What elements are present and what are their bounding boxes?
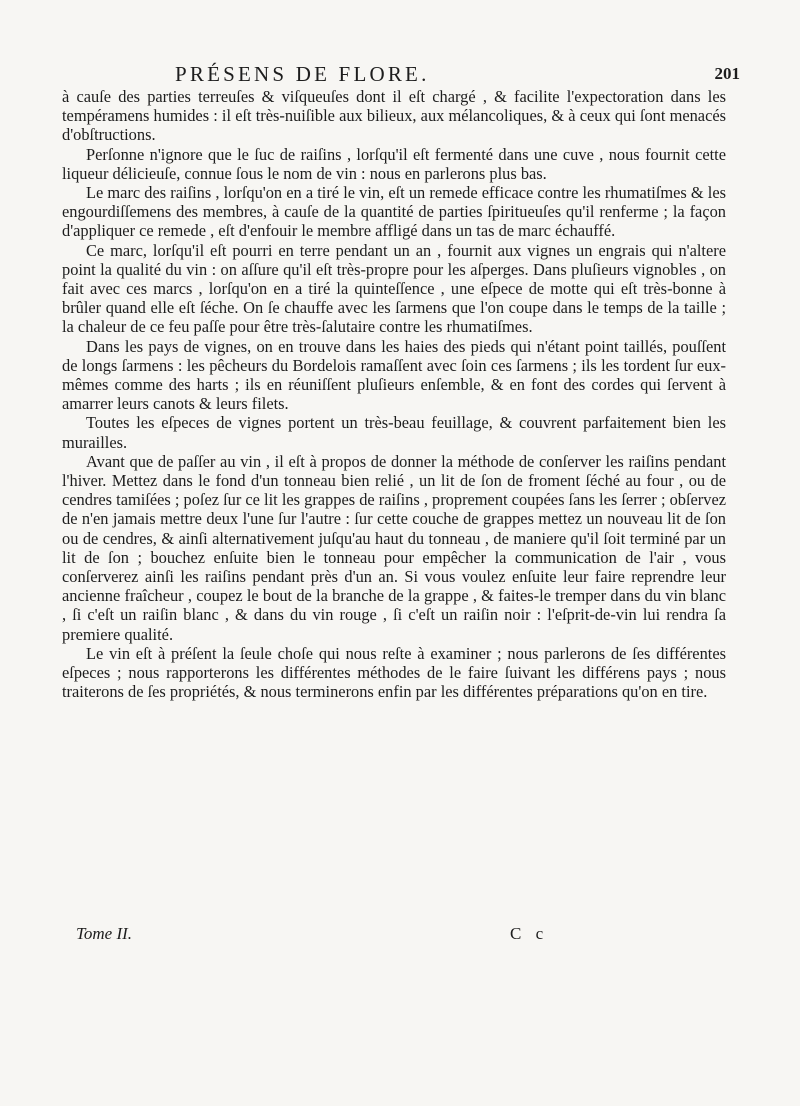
body-text xyxy=(62,87,726,702)
paragraph: Dans les pays de vignes, on en trouve dans les haies des pieds qui n'étant point taillés, pouſſent de longs ſarmens : les pêcheurs du Bordelois ramaſſent avec ſoin ces ſarmens ; ils les tordent ſur eux-mêmes comme des harts ; ils en réuniſſent pluſieurs enſemble, & en font des cordes qui ſervent à amarrer leurs canots & leurs filets. xyxy=(62,336,726,414)
paragraph: Le marc des raiſins , lorſqu'on en a tiré le vin, eſt un remede efficace contre les rhumatiſmes & les engourdiſſemens des membres, à cauſe de la quantité de parties ſpiritueuſes qu'il renferme ; la façon d'appliquer ce remede , eſt d'enfouir le membre affligé dans un tas de marc échauffé. xyxy=(62,183,726,241)
page-header xyxy=(60,62,750,88)
running-title: PRÉSENS DE FLORE. xyxy=(175,62,430,86)
page-footer xyxy=(62,924,726,948)
paragraph: Perſonne n'ignore que le ſuc de raiſins , lorſqu'il eſt fermenté dans une cuve , nous fournit cette liqueur délicieuſe, connue ſous le nom de vin : nous en parlerons plus bas. xyxy=(62,144,726,183)
signature-mark: C c xyxy=(510,924,549,943)
paragraph: Avant que de paſſer au vin , il eſt à propos de donner la méthode de conſerver les raiſins pendant l'hiver. Mettez dans le fond d'un tonneau bien relié , un lit de ſon de froment ſéché au four , ou de cendres tamiſées ; poſez ſur ce lit les grappes de raiſins , proprement coupées ſans les ſerrer ; obſervez de n'en jamais mettre deux l'une ſur l'autre : ſur cette couche de grappes mettez un nouveau lit de ſon ou de cendres, & ainſi alternativement juſqu'au haut du tonneau , de maniere qu'il ſoit terminé par un lit de ſon ; bouchez enſuite bien le tonneau pour empêcher la communication de l'air , vous conſerverez ainſi les raiſins pendant près d'un an. Si vous voulez enſuite leur faire reprendre leur ancienne fraîcheur , coupez le bout de la branche de la grappe , & faites-le tremper dans du vin blanc , ſi c'eſt un raiſin blanc , & dans du vin rouge , ſi c'eſt un raiſin noir : l'eſprit-de-vin lui rendra ſa premiere qualité. xyxy=(62,451,727,644)
page-number: 201 xyxy=(714,64,740,83)
paragraph: à cauſe des parties terreuſes & viſqueuſes dont il eſt chargé , & facilite l'expectoration dans les tempéramens humides : il eſt très-nuiſible aux bilieux, aux mélancoliques, & à ceux qui ſont menacés d'obſtructions. xyxy=(62,87,726,145)
paragraph: Le vin eſt à préſent la ſeule choſe qui nous reſte à examiner ; nous parlerons de ſes différentes eſpeces ; nous rapporterons les différentes méthodes de le faire ſuivant les différens pays ; nous traiterons de ſes propriétés, & nous terminerons enfin par les différentes préparations qu'on en tire. xyxy=(62,643,726,702)
paragraph: Ce marc, lorſqu'il eſt pourri en terre pendant un an , fournit aux vignes un engrais qui n'altere point la qualité du vin : on aſſure qu'il eſt très-propre pour les aſperges. Dans pluſieurs vignobles , on fait avec ces marcs , lorſqu'on en a tiré la quinteſſence , une eſpece de motte qui eſt très-bonne à brûler quand elle eſt ſéche. On ſe chauffe avec les ſarmens que l'on coupe dans le temps de la taille ; la chaleur de ce feu paſſe pour être très-ſalutaire contre les rhumatiſmes. xyxy=(62,240,726,337)
paragraph: Toutes les eſpeces de vignes portent un très-beau feuillage, & couvrent parfaitement bien les murailles. xyxy=(62,413,726,452)
volume-label: Tome II. xyxy=(76,924,133,943)
